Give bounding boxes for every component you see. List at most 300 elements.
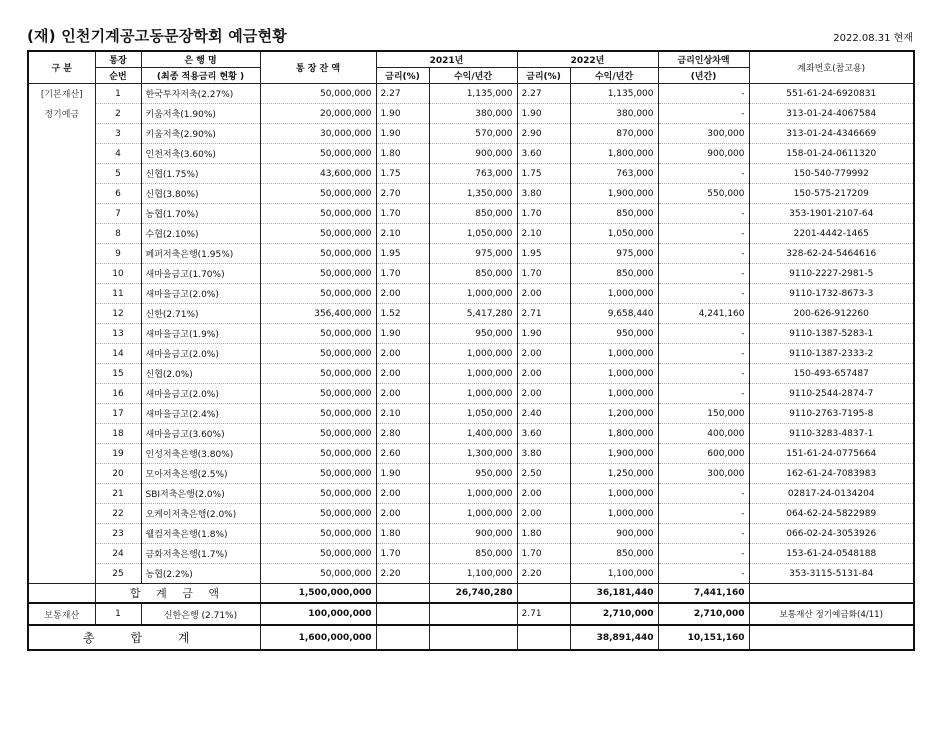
table-row (28, 444, 914, 464)
row-bank: 새마을금고(2.0%) (141, 344, 260, 364)
row-income-2021: 900,000 (429, 524, 517, 544)
row-income-2022: 950,000 (570, 324, 658, 344)
row-category (28, 244, 95, 264)
row-category (28, 464, 95, 484)
row-rate-2022: 2.00 (517, 504, 570, 524)
row-bank: 농협(1.70%) (141, 204, 260, 224)
row-bank: 농협(2.2%) (141, 564, 260, 584)
row-account: 313-01-24-4346669 (749, 124, 914, 144)
row-diff: 900,000 (658, 144, 749, 164)
row-income-2022: 380,000 (570, 104, 658, 124)
row-rate-2021: 2.00 (376, 504, 429, 524)
row-income-2022: 900,000 (570, 524, 658, 544)
row-no: 24 (95, 544, 141, 564)
row-rate-2021: 1.80 (376, 144, 429, 164)
col-category: 구 분 (28, 51, 95, 84)
row-no: 7 (95, 204, 141, 224)
row-no: 15 (95, 364, 141, 384)
col-seq-bottom: 순번 (95, 68, 141, 84)
row-category (28, 424, 95, 444)
row-income-2022: 1,000,000 (570, 504, 658, 524)
row-account: 064-62-24-5822989 (749, 504, 914, 524)
row-diff: - (658, 244, 749, 264)
row-no: 12 (95, 304, 141, 324)
table-row (28, 164, 914, 184)
row-balance: 356,400,000 (260, 304, 376, 324)
table-row (28, 84, 914, 104)
row-diff: 300,000 (658, 464, 749, 484)
row-income-2022: 1,900,000 (570, 444, 658, 464)
row-rate-2021: 1.52 (376, 304, 429, 324)
row-no: 18 (95, 424, 141, 444)
row-bank: 신협(1.75%) (141, 164, 260, 184)
row-category (28, 564, 95, 584)
row-income-2022: 975,000 (570, 244, 658, 264)
col-income-2022: 수익/년간 (570, 68, 658, 84)
row-category: 정기예금 (28, 104, 95, 124)
row-income-2021: 1,000,000 (429, 504, 517, 524)
row-bank: 수협(2.10%) (141, 224, 260, 244)
row-rate-2022: 1.90 (517, 104, 570, 124)
row-balance: 50,000,000 (260, 284, 376, 304)
row-diff: - (658, 104, 749, 124)
regular-diff: 2,710,000 (658, 603, 749, 625)
row-account: 9110-2544-2874-7 (749, 384, 914, 404)
row-income-2021: 900,000 (429, 144, 517, 164)
row-diff: - (658, 344, 749, 364)
row-income-2021: 1,300,000 (429, 444, 517, 464)
row-balance: 50,000,000 (260, 504, 376, 524)
row-rate-2022: 2.00 (517, 284, 570, 304)
row-rate-2022: 2.10 (517, 224, 570, 244)
row-bank: 새마을금고(3.60%) (141, 424, 260, 444)
table-row (28, 244, 914, 264)
table-row (28, 504, 914, 524)
row-diff: - (658, 164, 749, 184)
row-diff: 300,000 (658, 124, 749, 144)
row-no: 22 (95, 504, 141, 524)
row-income-2021: 950,000 (429, 324, 517, 344)
table-row (28, 324, 914, 344)
table-row (28, 524, 914, 544)
regular-no: 1 (95, 603, 141, 625)
row-income-2021: 1,135,000 (429, 84, 517, 104)
regular-note: 보통재산 정기예금화(4/11) (749, 603, 914, 625)
row-diff: - (658, 484, 749, 504)
table-row (28, 464, 914, 484)
row-bank: 키움저축(2.90%) (141, 124, 260, 144)
row-account: 551-61-24-6920831 (749, 84, 914, 104)
row-no: 16 (95, 384, 141, 404)
row-category (28, 384, 95, 404)
table-row (28, 264, 914, 284)
row-balance: 50,000,000 (260, 344, 376, 364)
row-rate-2022: 2.00 (517, 344, 570, 364)
row-income-2022: 1,135,000 (570, 84, 658, 104)
row-income-2022: 1,000,000 (570, 284, 658, 304)
col-rate-2022: 금리(%) (517, 68, 570, 84)
row-no: 10 (95, 264, 141, 284)
row-rate-2021: 1.75 (376, 164, 429, 184)
row-account: 313-01-24-4067584 (749, 104, 914, 124)
row-no: 11 (95, 284, 141, 304)
regular-income-2022: 2,710,000 (570, 603, 658, 625)
table-row (28, 484, 914, 504)
row-diff: - (658, 364, 749, 384)
row-category (28, 124, 95, 144)
col-diff-top: 금리인상차액 (658, 51, 749, 68)
row-category (28, 304, 95, 324)
table-row (28, 124, 914, 144)
row-diff: - (658, 504, 749, 524)
row-balance: 50,000,000 (260, 384, 376, 404)
row-bank: 한국투자저축(2.27%) (141, 84, 260, 104)
row-balance: 43,600,000 (260, 164, 376, 184)
subtotal-r21 (376, 584, 429, 604)
table-row (28, 564, 914, 584)
row-no: 2 (95, 104, 141, 124)
col-account: 계좌번호(참고용) (749, 51, 914, 84)
row-income-2021: 5,417,280 (429, 304, 517, 324)
row-no: 4 (95, 144, 141, 164)
row-category (28, 524, 95, 544)
row-diff: - (658, 384, 749, 404)
row-rate-2021: 2.80 (376, 424, 429, 444)
row-rate-2022: 2.00 (517, 364, 570, 384)
total-balance: 1,600,000,000 (260, 625, 376, 650)
row-income-2022: 850,000 (570, 204, 658, 224)
row-no: 25 (95, 564, 141, 584)
row-account: 158-01-24-0611320 (749, 144, 914, 164)
col-income-2021: 수익/년간 (429, 68, 517, 84)
table-row (28, 364, 914, 384)
row-account: 2201-4442-1465 (749, 224, 914, 244)
row-balance: 50,000,000 (260, 444, 376, 464)
row-rate-2022: 1.95 (517, 244, 570, 264)
row-category (28, 164, 95, 184)
table-row (28, 184, 914, 204)
row-income-2022: 1,100,000 (570, 564, 658, 584)
row-no: 1 (95, 84, 141, 104)
table-row (28, 204, 914, 224)
row-balance: 20,000,000 (260, 104, 376, 124)
row-income-2021: 1,000,000 (429, 384, 517, 404)
row-account: 9110-2227-2981-5 (749, 264, 914, 284)
row-rate-2021: 2.20 (376, 564, 429, 584)
row-balance: 50,000,000 (260, 424, 376, 444)
row-rate-2021: 2.00 (376, 484, 429, 504)
row-account: 9110-3283-4837-1 (749, 424, 914, 444)
row-income-2022: 1,050,000 (570, 224, 658, 244)
row-rate-2022: 3.80 (517, 444, 570, 464)
table-row (28, 104, 914, 124)
regular-r21 (376, 603, 429, 625)
row-income-2022: 763,000 (570, 164, 658, 184)
row-income-2022: 1,800,000 (570, 144, 658, 164)
row-category: [기본재산] (28, 84, 95, 104)
row-balance: 30,000,000 (260, 124, 376, 144)
row-bank: 인성저축은행(3.80%) (141, 444, 260, 464)
regular-row (28, 603, 914, 625)
row-rate-2021: 1.70 (376, 264, 429, 284)
row-account: 353-1901-2107-64 (749, 204, 914, 224)
row-no: 23 (95, 524, 141, 544)
row-income-2021: 850,000 (429, 264, 517, 284)
row-account: 9110-1732-8673-3 (749, 284, 914, 304)
row-diff: - (658, 264, 749, 284)
total-r22 (517, 625, 570, 650)
row-income-2021: 380,000 (429, 104, 517, 124)
row-bank: 신협(3.80%) (141, 184, 260, 204)
row-income-2021: 1,100,000 (429, 564, 517, 584)
row-no: 20 (95, 464, 141, 484)
row-account: 150-575-217209 (749, 184, 914, 204)
row-balance: 50,000,000 (260, 544, 376, 564)
row-balance: 50,000,000 (260, 244, 376, 264)
row-balance: 50,000,000 (260, 84, 376, 104)
row-category (28, 284, 95, 304)
row-income-2021: 570,000 (429, 124, 517, 144)
row-rate-2022: 2.00 (517, 384, 570, 404)
row-income-2021: 950,000 (429, 464, 517, 484)
row-balance: 50,000,000 (260, 204, 376, 224)
row-balance: 50,000,000 (260, 404, 376, 424)
row-rate-2021: 2.60 (376, 444, 429, 464)
row-income-2022: 1,900,000 (570, 184, 658, 204)
row-diff: 600,000 (658, 444, 749, 464)
table-row (28, 224, 914, 244)
row-category (28, 204, 95, 224)
row-category (28, 364, 95, 384)
total-label: 총 합 계 (28, 625, 260, 650)
row-category (28, 504, 95, 524)
row-income-2022: 1,000,000 (570, 364, 658, 384)
row-balance: 50,000,000 (260, 484, 376, 504)
col-diff-bottom: (년간) (658, 68, 749, 84)
table-row (28, 344, 914, 364)
row-no: 19 (95, 444, 141, 464)
row-rate-2021: 1.90 (376, 464, 429, 484)
row-rate-2022: 2.90 (517, 124, 570, 144)
subtotal-balance: 1,500,000,000 (260, 584, 376, 604)
row-bank: 키움저축(1.90%) (141, 104, 260, 124)
row-rate-2022: 1.80 (517, 524, 570, 544)
row-rate-2021: 1.70 (376, 544, 429, 564)
row-balance: 50,000,000 (260, 524, 376, 544)
row-rate-2021: 1.70 (376, 204, 429, 224)
col-year-2022: 2022년 (517, 51, 658, 68)
row-income-2021: 1,400,000 (429, 424, 517, 444)
row-income-2021: 850,000 (429, 204, 517, 224)
row-no: 8 (95, 224, 141, 244)
row-income-2021: 1,050,000 (429, 404, 517, 424)
row-income-2022: 1,800,000 (570, 424, 658, 444)
row-diff: - (658, 324, 749, 344)
row-account: 9110-1387-2333-2 (749, 344, 914, 364)
row-income-2021: 1,000,000 (429, 364, 517, 384)
row-income-2022: 1,000,000 (570, 384, 658, 404)
table-row (28, 144, 914, 164)
row-rate-2021: 2.00 (376, 344, 429, 364)
row-category (28, 444, 95, 464)
table-body (28, 84, 914, 584)
row-diff: 150,000 (658, 404, 749, 424)
row-bank: 모아저축은행(2.5%) (141, 464, 260, 484)
row-rate-2022: 2.00 (517, 484, 570, 504)
row-bank: 새마을금고(1.70%) (141, 264, 260, 284)
total-income-2022: 38,891,440 (570, 625, 658, 650)
row-rate-2021: 1.90 (376, 104, 429, 124)
total-row (28, 625, 914, 650)
row-income-2022: 1,000,000 (570, 484, 658, 504)
row-account: 200-626-912260 (749, 304, 914, 324)
row-account: 353-3115-5131-84 (749, 564, 914, 584)
row-income-2021: 1,350,000 (429, 184, 517, 204)
row-no: 14 (95, 344, 141, 364)
row-rate-2022: 2.50 (517, 464, 570, 484)
row-balance: 50,000,000 (260, 364, 376, 384)
row-rate-2022: 3.60 (517, 144, 570, 164)
row-account: 150-540-779992 (749, 164, 914, 184)
row-account: 153-61-24-0548188 (749, 544, 914, 564)
col-bank-top: 은 행 명 (141, 51, 260, 68)
row-no: 13 (95, 324, 141, 344)
col-bank-bottom: (최종 적용금리 현황 ) (141, 68, 260, 84)
row-category (28, 544, 95, 564)
row-bank: 웰컴저축은행(1.8%) (141, 524, 260, 544)
subtotal-r22 (517, 584, 570, 604)
total-diff: 10,151,160 (658, 625, 749, 650)
row-account: 9110-1387-5283-1 (749, 324, 914, 344)
row-bank: 금화저축은행(1.7%) (141, 544, 260, 564)
row-category (28, 264, 95, 284)
total-r21 (376, 625, 429, 650)
row-rate-2022: 3.60 (517, 424, 570, 444)
regular-bank: 신한은행 (2.71%) (141, 603, 260, 625)
col-seq-top: 통장 (95, 51, 141, 68)
row-income-2021: 850,000 (429, 544, 517, 564)
row-diff: 400,000 (658, 424, 749, 444)
row-bank: 새마을금고(2.0%) (141, 284, 260, 304)
row-balance: 50,000,000 (260, 564, 376, 584)
subtotal-label: 합 계 금 액 (95, 584, 260, 604)
row-income-2021: 1,000,000 (429, 284, 517, 304)
row-rate-2021: 2.00 (376, 284, 429, 304)
row-rate-2021: 1.95 (376, 244, 429, 264)
row-income-2022: 850,000 (570, 544, 658, 564)
row-category (28, 484, 95, 504)
row-income-2022: 1,000,000 (570, 344, 658, 364)
total-i21 (429, 625, 517, 650)
row-balance: 50,000,000 (260, 224, 376, 244)
row-bank: 인천저축(3.60%) (141, 144, 260, 164)
row-income-2021: 975,000 (429, 244, 517, 264)
row-rate-2021: 2.10 (376, 404, 429, 424)
regular-i21 (429, 603, 517, 625)
row-no: 9 (95, 244, 141, 264)
row-diff: - (658, 224, 749, 244)
row-diff: 4,241,160 (658, 304, 749, 324)
row-balance: 50,000,000 (260, 464, 376, 484)
row-account: 328-62-24-5464616 (749, 244, 914, 264)
table-row (28, 404, 914, 424)
row-diff: - (658, 284, 749, 304)
row-rate-2021: 2.70 (376, 184, 429, 204)
row-account: 150-493-657487 (749, 364, 914, 384)
row-category (28, 404, 95, 424)
subtotal-income-2022: 36,181,440 (570, 584, 658, 604)
row-diff: - (658, 84, 749, 104)
row-bank: SBI저축은행(2.0%) (141, 484, 260, 504)
row-rate-2022: 1.75 (517, 164, 570, 184)
row-income-2022: 850,000 (570, 264, 658, 284)
row-balance: 50,000,000 (260, 144, 376, 164)
row-rate-2022: 2.20 (517, 564, 570, 584)
regular-balance: 100,000,000 (260, 603, 376, 625)
row-bank: 신한(2.71%) (141, 304, 260, 324)
row-account: 151-61-24-0775664 (749, 444, 914, 464)
report-date: 2022.08.31 현재 (833, 33, 913, 44)
subtotal-diff: 7,441,160 (658, 584, 749, 604)
row-account: 162-61-24-7083983 (749, 464, 914, 484)
row-income-2022: 1,250,000 (570, 464, 658, 484)
row-income-2021: 1,050,000 (429, 224, 517, 244)
row-diff: - (658, 204, 749, 224)
row-rate-2021: 2.00 (376, 384, 429, 404)
table-header (28, 51, 914, 84)
row-rate-2022: 3.80 (517, 184, 570, 204)
row-no: 21 (95, 484, 141, 504)
col-rate-2021: 금리(%) (376, 68, 429, 84)
table-row (28, 284, 914, 304)
row-account: 02817-24-0134204 (749, 484, 914, 504)
row-rate-2021: 1.80 (376, 524, 429, 544)
row-income-2022: 9,658,440 (570, 304, 658, 324)
row-account: 9110-2763-7195-8 (749, 404, 914, 424)
row-rate-2021: 2.27 (376, 84, 429, 104)
table-row (28, 384, 914, 404)
col-year-2021: 2021년 (376, 51, 517, 68)
row-no: 5 (95, 164, 141, 184)
row-balance: 50,000,000 (260, 324, 376, 344)
row-bank: 오케이저축은행(2.0%) (141, 504, 260, 524)
row-rate-2022: 1.70 (517, 264, 570, 284)
row-income-2021: 763,000 (429, 164, 517, 184)
row-rate-2022: 1.90 (517, 324, 570, 344)
row-rate-2022: 1.70 (517, 204, 570, 224)
row-bank: 새마을금고(2.4%) (141, 404, 260, 424)
regular-category: 보통재산 (28, 603, 95, 625)
total-acct (749, 625, 914, 650)
row-income-2021: 1,000,000 (429, 484, 517, 504)
deposit-table (27, 50, 915, 651)
table-row (28, 544, 914, 564)
row-bank: 신협(2.0%) (141, 364, 260, 384)
subtotal-acct (749, 584, 914, 604)
row-rate-2022: 1.70 (517, 544, 570, 564)
row-rate-2021: 2.00 (376, 364, 429, 384)
row-rate-2022: 2.40 (517, 404, 570, 424)
subtotal-row (28, 584, 914, 604)
row-category (28, 324, 95, 344)
row-balance: 50,000,000 (260, 184, 376, 204)
row-bank: 페퍼저축은행(1.95%) (141, 244, 260, 264)
row-no: 6 (95, 184, 141, 204)
table-row (28, 424, 914, 444)
col-balance: 통 장 잔 액 (260, 51, 376, 84)
row-category (28, 344, 95, 364)
row-category (28, 144, 95, 164)
